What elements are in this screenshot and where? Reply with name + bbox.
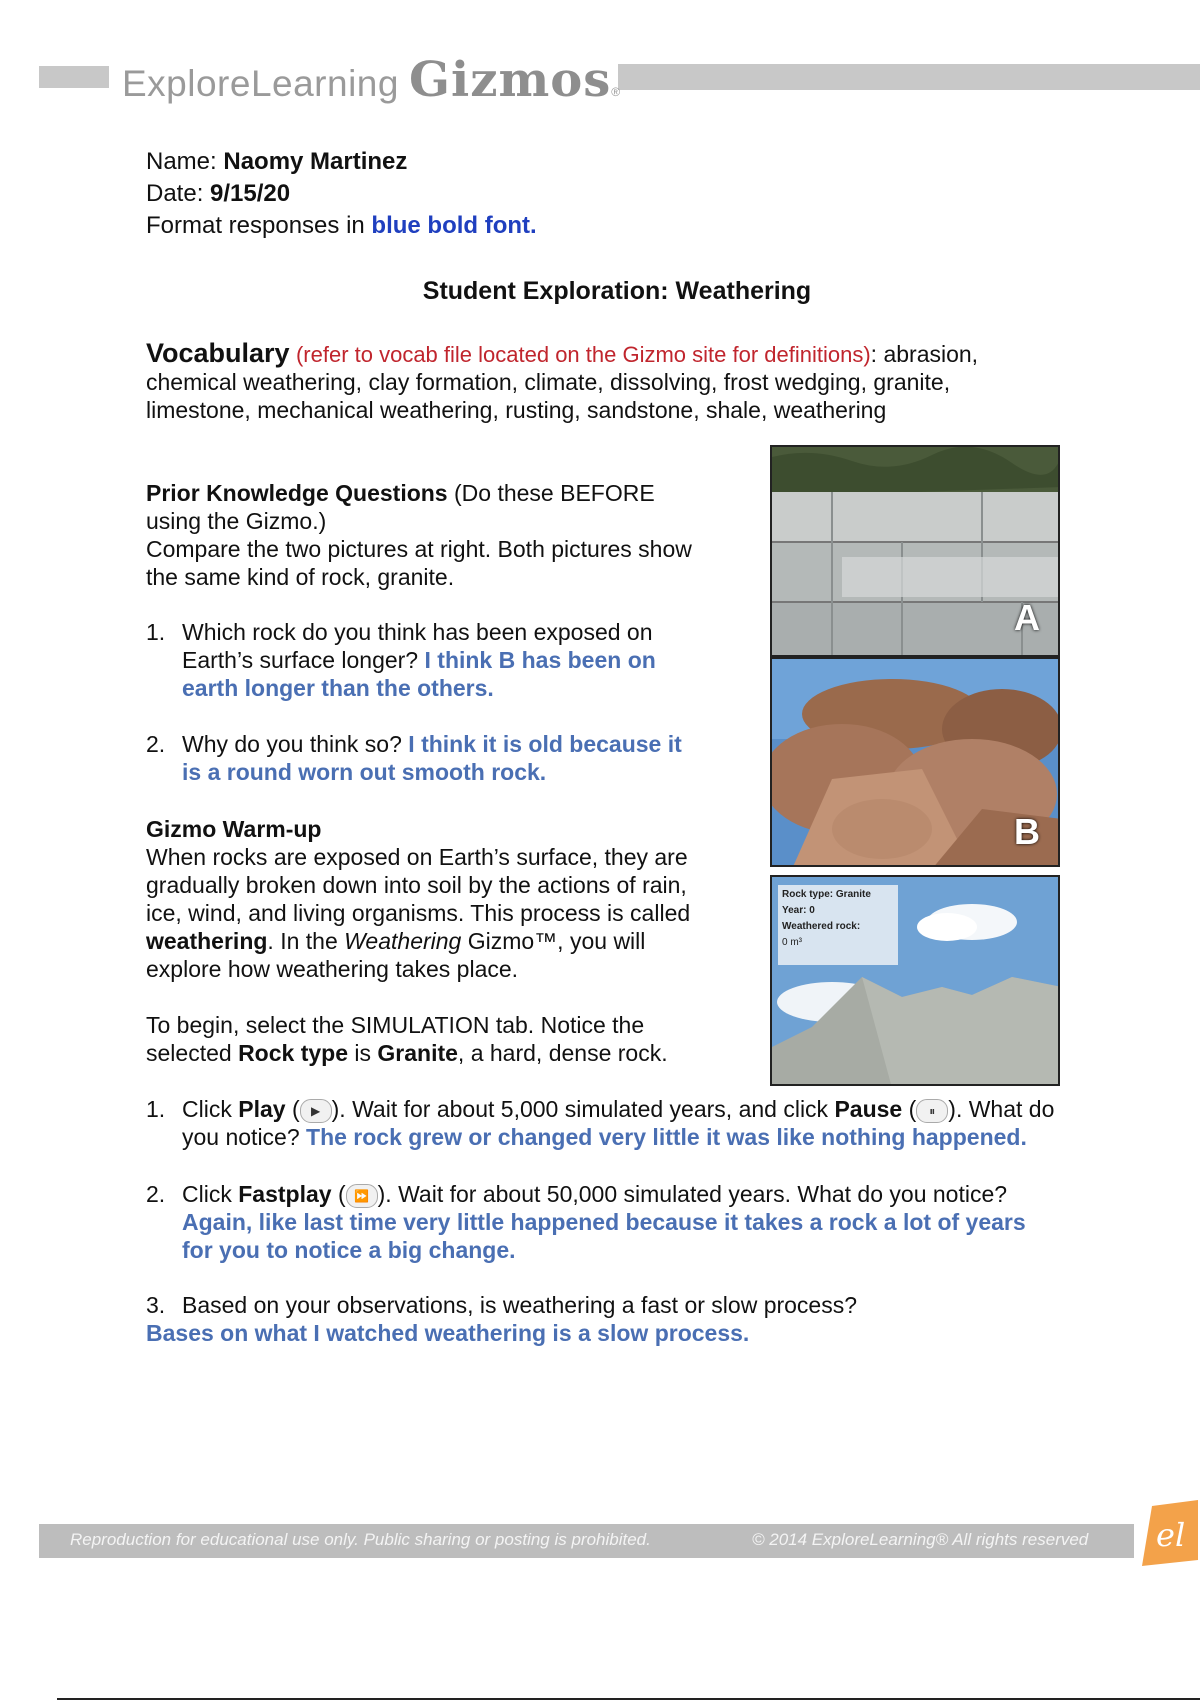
pause-icon: ⏸ xyxy=(916,1099,948,1123)
fastplay-icon: ⏩ xyxy=(346,1184,378,1208)
q1-d: you notice? xyxy=(182,1124,307,1150)
warmup-p1-line-4 xyxy=(146,927,645,955)
date-value: 9/15/20 xyxy=(210,180,291,207)
q1-pause-label: Pause xyxy=(834,1096,903,1122)
vocabulary-terms-2: chemical weathering, clay formation, climate, dissolving, frost wedging, granite, xyxy=(146,369,951,395)
q1-c: ). What do xyxy=(948,1096,1055,1122)
explorelearning-logo xyxy=(1138,1500,1200,1566)
warmup-p2-a: selected xyxy=(146,1040,239,1066)
question-2-answer-1: Again, like last time very little happened because it takes a rock a lot of years xyxy=(182,1209,1026,1235)
question-1-answer: The rock grew or changed very little it was like nothing happened. xyxy=(306,1124,1027,1150)
q2-b: ). Wait for about 50,000 simulated years. What do you notice? xyxy=(377,1181,1008,1207)
date-label: Date: xyxy=(146,180,211,207)
sim-weathered-volume: 0 m³ xyxy=(782,937,802,948)
question-2-number: 2. xyxy=(146,1181,166,1207)
q2-fastplay-label: Fastplay xyxy=(238,1181,332,1207)
brand-gizmos: Gizmos xyxy=(408,52,612,108)
vocabulary-terms-1: : abrasion, xyxy=(870,341,979,367)
warmup-p2-c: is xyxy=(348,1040,378,1066)
name-value: Naomy Martinez xyxy=(223,148,408,175)
format-label: Format responses in xyxy=(146,212,372,239)
question-1-line-1: Click Play ( ▶ ). Wait for about 5,000 simulated years, and click Pause ( ⏸ ). What do xyxy=(182,1096,1055,1122)
header-bar-right xyxy=(618,64,1200,90)
warmup-p1-line-5: explore how weathering takes place. xyxy=(146,956,519,982)
sim-weathered-label: Weathered rock: xyxy=(782,921,861,932)
vocabulary-heading: Vocabulary xyxy=(146,338,290,368)
header-bar-left xyxy=(39,66,109,88)
warmup-term-weathering: weathering xyxy=(146,928,268,954)
footer-rights: © 2014 ExploreLearning® All rights reserved xyxy=(752,1530,1089,1549)
q1-b: ). Wait for about 5,000 simulated years, and click xyxy=(331,1096,835,1122)
name-label: Name: xyxy=(146,148,224,175)
question-2-line-1: Click Fastplay ( ⏩ ). Wait for about 50,000 simulated years. What do you notice? xyxy=(182,1181,1008,1207)
simulation-readout-panel xyxy=(778,885,898,965)
vocabulary-line-1 xyxy=(146,339,978,369)
page-title: Student Exploration: Weathering xyxy=(422,277,812,305)
prior-q1-answer-1: I think B has been on xyxy=(424,647,656,673)
photo-b-label: B xyxy=(1014,811,1040,852)
prior-q1-number: 1. xyxy=(146,619,166,645)
prior-knowledge-note-2: using the Gizmo.) xyxy=(146,508,327,534)
prior-intro-1: Compare the two pictures at right. Both pictures show xyxy=(146,536,692,562)
warmup-p1-l4-a: . In the xyxy=(267,928,345,954)
warmup-p1-line-1: When rocks are exposed on Earth’s surface, they are xyxy=(146,844,688,870)
sim-year: Year: 0 xyxy=(782,905,815,916)
question-3-number: 3. xyxy=(146,1292,166,1318)
question-3-answer: Bases on what I watched weathering is a slow process. xyxy=(146,1320,750,1346)
prior-q1-line-2 xyxy=(182,646,656,674)
warmup-p2-line-2 xyxy=(146,1039,668,1067)
prior-q2-text: Why do you think so? xyxy=(182,731,409,757)
prior-knowledge-heading-line xyxy=(146,479,655,507)
question-3-text: Based on your observations, is weathering a fast or slow process? xyxy=(182,1292,858,1318)
brand-explorelearning: ExploreLearning xyxy=(122,63,399,104)
warmup-p1-line-3: ice, wind, and living organisms. This process is called xyxy=(146,900,691,926)
prior-knowledge-note-1: (Do these BEFORE xyxy=(447,480,655,506)
prior-q2-line-1 xyxy=(182,730,682,758)
q1-play-label: Play xyxy=(238,1096,286,1122)
brand-logo xyxy=(122,52,621,108)
question-2-answer-2: for you to notice a big change. xyxy=(182,1237,516,1263)
footer-copyright-notice: Reproduction for educational use only. Public sharing or posting is prohibited. xyxy=(70,1530,651,1549)
el-logo-icon xyxy=(1138,1500,1200,1566)
warmup-p1-line-2: gradually broken down into soil by the actions of rain, xyxy=(146,872,687,898)
date-line xyxy=(146,180,290,208)
brand-registered-mark: ® xyxy=(611,85,621,99)
play-icon: ▶ xyxy=(300,1099,332,1123)
q2-a: Click xyxy=(182,1181,239,1207)
warmup-p2-line-1: To begin, select the SIMULATION tab. Notice the xyxy=(146,1012,645,1038)
el-logo-text: el xyxy=(1156,1516,1186,1554)
warmup-granite: Granite xyxy=(377,1040,458,1066)
sim-rock-type: Rock type: Granite xyxy=(782,889,871,900)
prior-q1-text-1: Which rock do you think has been exposed on xyxy=(182,619,653,645)
warmup-p2-d: , a hard, dense rock. xyxy=(457,1040,668,1066)
format-line xyxy=(146,212,537,240)
warmup-rock-type-label: Rock type xyxy=(238,1040,348,1066)
prior-knowledge-heading: Prior Knowledge Questions xyxy=(146,480,448,506)
simulation-screenshot xyxy=(770,875,1060,1086)
photo-b-weathered-boulders xyxy=(770,657,1060,867)
warmup-heading: Gizmo Warm-up xyxy=(146,816,322,842)
prior-q1-answer-2: earth longer than the others. xyxy=(182,675,494,701)
warmup-gizmo-name: Weathering xyxy=(344,928,462,954)
warmup-p1-l4-b: Gizmo™, you will xyxy=(461,928,646,954)
format-value: blue bold font. xyxy=(371,212,537,239)
name-line xyxy=(146,148,407,176)
q1-a: Click xyxy=(182,1096,239,1122)
photo-a-label: A xyxy=(1014,597,1040,638)
photo-a-granite-quarry xyxy=(770,445,1060,657)
prior-q2-answer-1: I think it is old because it xyxy=(408,731,682,757)
prior-q1-text-2: Earth’s surface longer? xyxy=(182,647,425,673)
vocabulary-terms-3: limestone, mechanical weathering, rusting, sandstone, shale, weathering xyxy=(146,397,887,423)
question-1-line-2 xyxy=(182,1123,1027,1151)
prior-intro-2: the same kind of rock, granite. xyxy=(146,564,455,590)
question-1-number: 1. xyxy=(146,1096,166,1122)
prior-q2-answer-2: is a round worn out smooth rock. xyxy=(182,759,547,785)
prior-q2-number: 2. xyxy=(146,731,166,757)
vocabulary-note: (refer to vocab file located on the Gizmo site for definitions) xyxy=(295,342,871,367)
